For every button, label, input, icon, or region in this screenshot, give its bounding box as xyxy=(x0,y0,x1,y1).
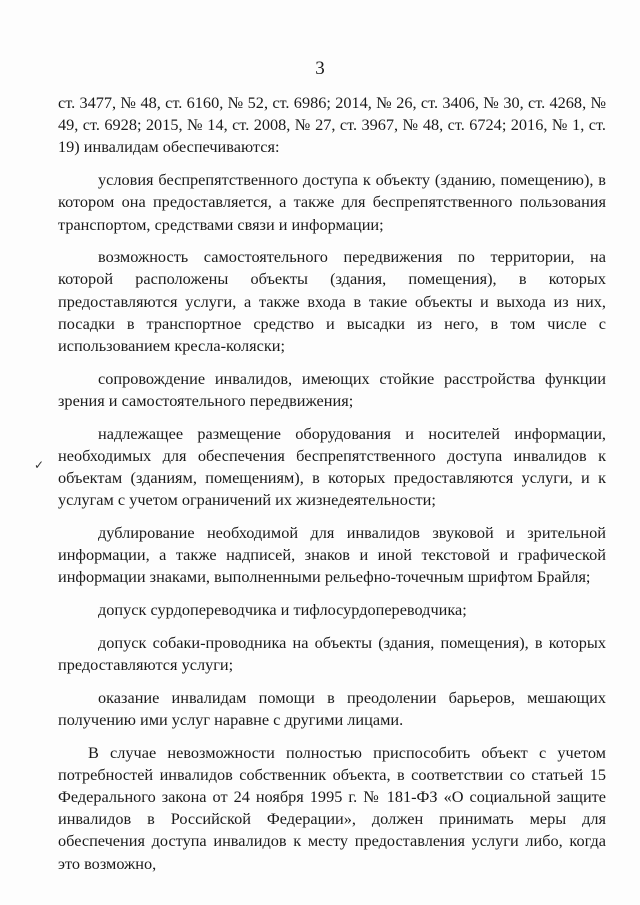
paragraph: оказание инвалидам помощи в преодолении барьеров, мешающих получению ими услуг наравне с другими лицами. xyxy=(58,687,606,729)
paragraph: надлежащее размещение оборудования и носителей информации, необходимых для обеспечения беспрепятственного доступа инвалидов к объектам (зданиям, помещениям), в которых предоставляются услуги, и к услугам с учетом ограничений их жизнедеятельности; xyxy=(58,423,606,510)
paragraph: ст. 3477, № 48, ст. 6160, № 52, ст. 6986; 2014, № 26, ст. 3406, № 30, ст. 4268, № 49, ст. 6928; 2015, № 14, ст. 2008, № 27, ст. 3967, № 48, ст. 6724; 2016, № 1, ст. 19) инвалидам обеспечиваются: xyxy=(58,93,606,157)
scan-mark: ✓ xyxy=(34,458,45,472)
paragraph: дублирование необходимой для инвалидов звуковой и зрительной информации, а также надписей, знаков и иной текстовой и графической информации знаками, выполненными рельефно-точечным шрифтом Брайля; xyxy=(58,522,606,587)
paragraph: В случае невозможности полностью приспособить объект с учетом потребностей инвалидов собственник объекта, в соответствии со статьей 15 Федерального закона от 24 ноября 1995 г. № 181-ФЗ «О социальной защите инвалидов в Российской Федерации», должен принимать меры для обеспечения доступа инвалидов к месту предоставления услуги либо, когда это возможно, xyxy=(58,742,606,873)
paragraph: допуск собаки-проводника на объекты (здания, помещения), в которых предоставляются услуги; xyxy=(58,632,606,674)
body-text xyxy=(58,92,606,885)
paragraph: возможность самостоятельного передвижения по территории, на которой расположены объекты (здания, помещения), в которых предоставляются услуги, а также входа в такие объекты и выхода из них, посадки в транспортное средство и высадки из него, в том числе с использованием кресла-коляски; xyxy=(58,247,606,356)
paragraph: сопровождение инвалидов, имеющих стойкие расстройства функции зрения и самостоятельного передвижения; xyxy=(58,368,606,410)
paragraph: допуск сурдопереводчика и тифлосурдопереводчика; xyxy=(98,600,467,620)
paragraph: условия беспрепятственного доступа к объекту (зданию, помещению), в котором она предоставляется, а также для беспрепятственного пользования транспортом, средствами связи и информации; xyxy=(58,170,606,234)
page-number: 3 xyxy=(315,58,325,79)
